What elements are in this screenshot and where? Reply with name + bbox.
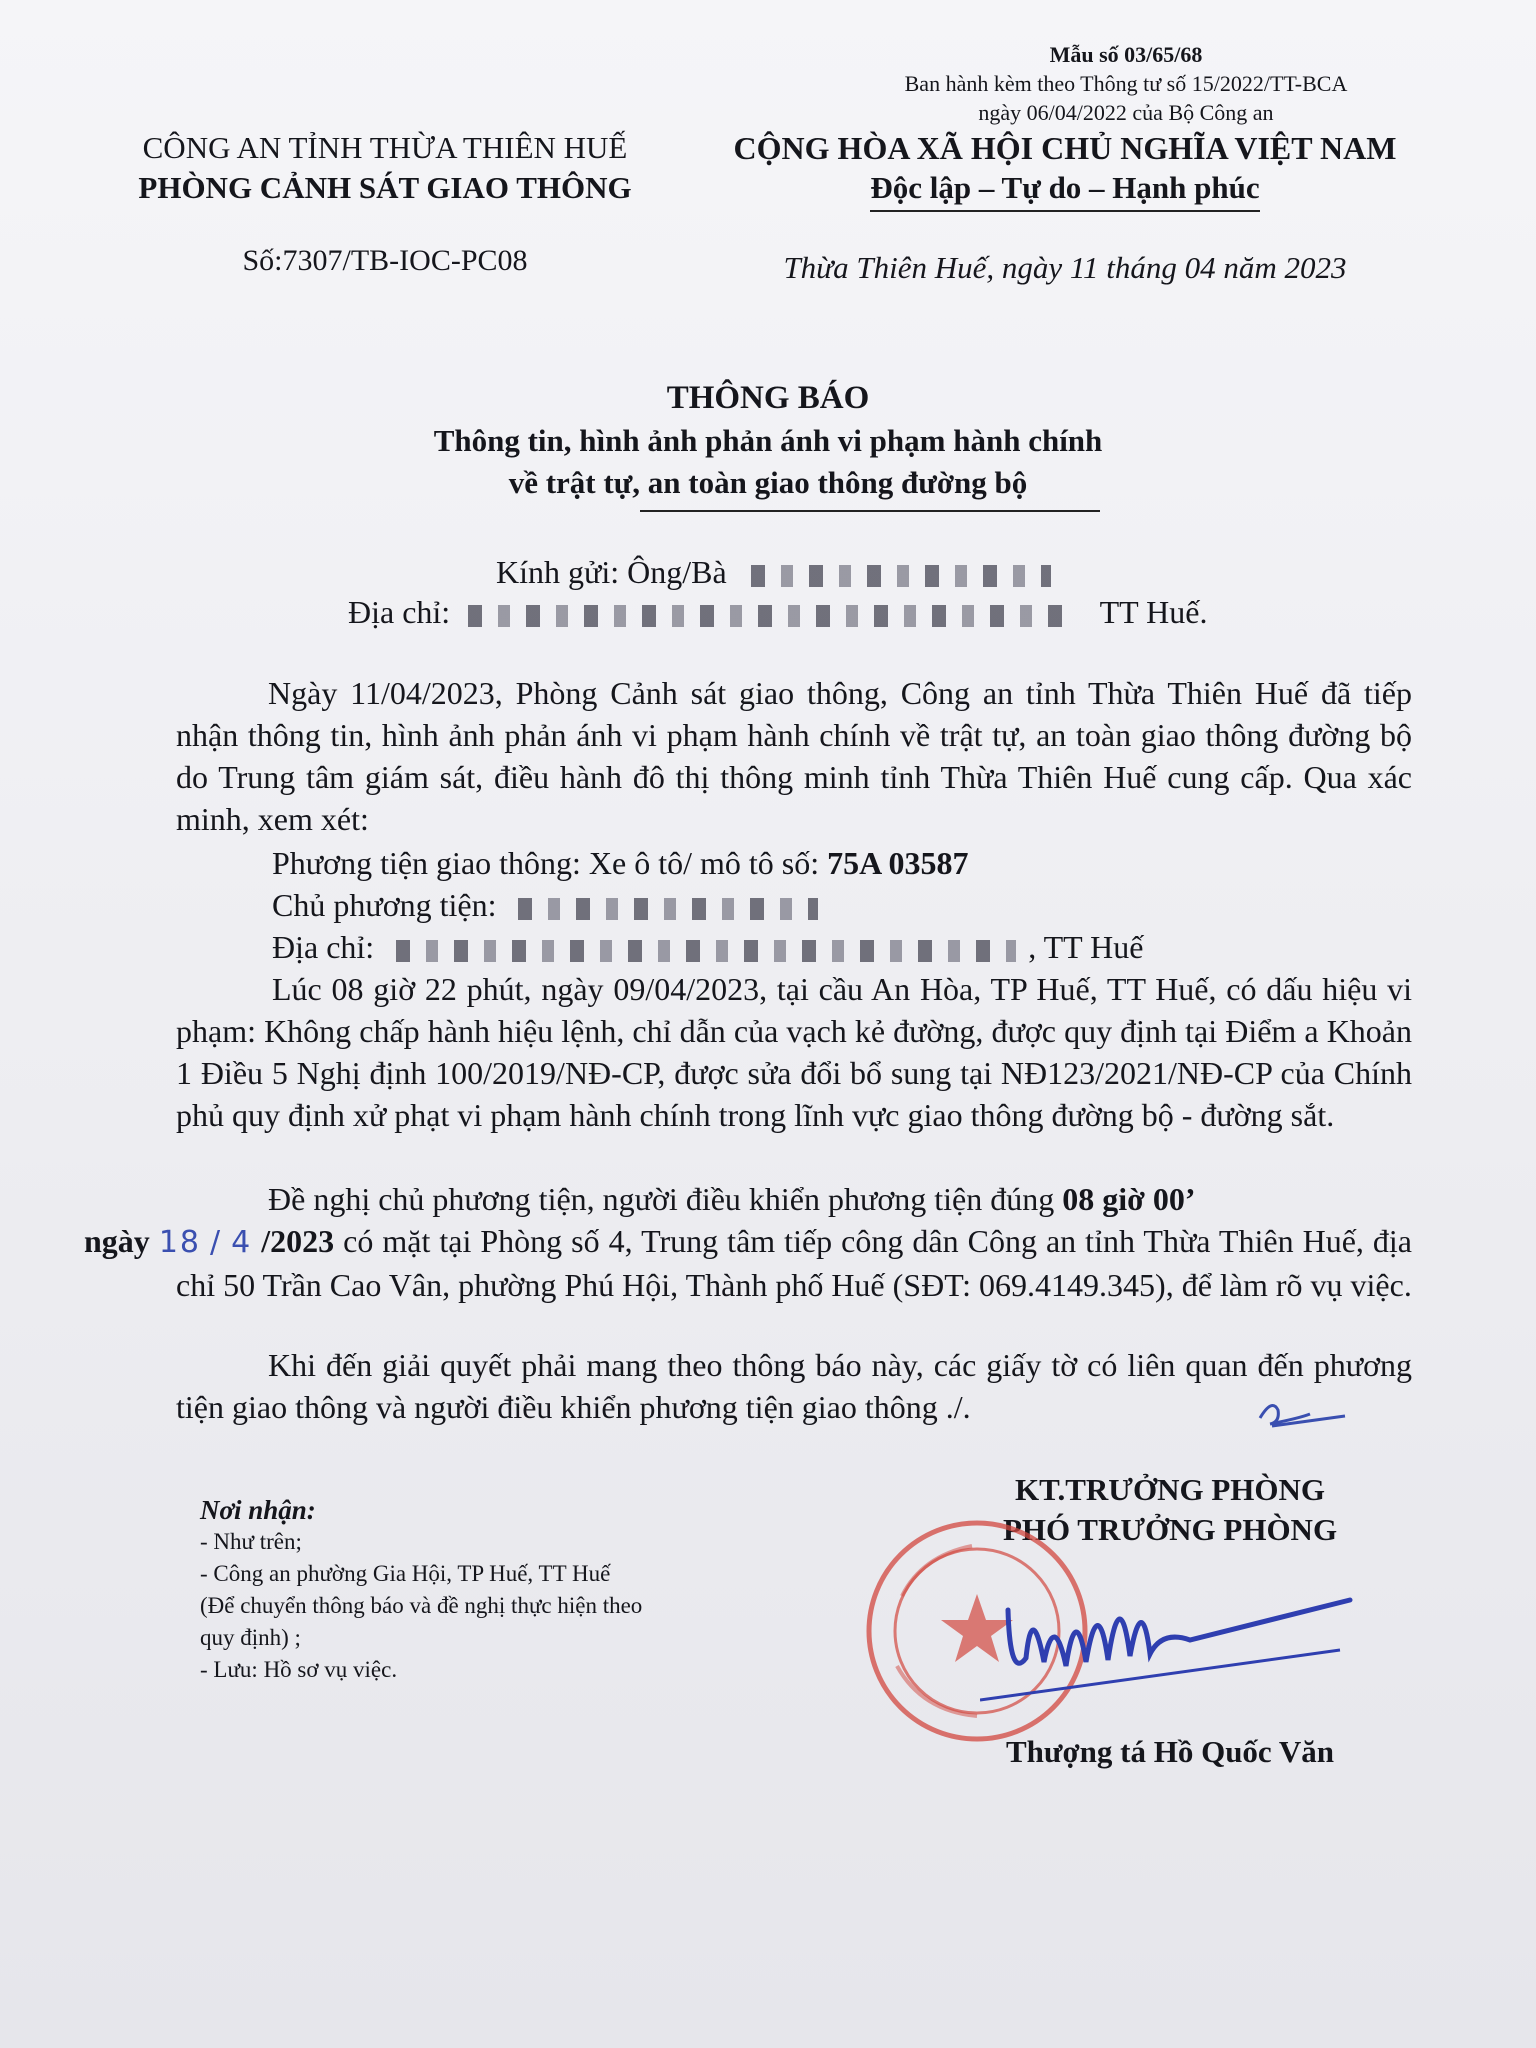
summons-day-handwritten: 18 <box>158 1225 201 1260</box>
owner-address-suffix: , TT Huế <box>1028 929 1144 965</box>
closing-paragraph: Khi đến giải quyết phải mang theo thông báo này, các giấy tờ có liên quan đến phương tiện giao thông và người điều khiển phương tiện giao thông ./. <box>176 1347 1412 1425</box>
summons-intro: Đề nghị chủ phương tiện, người điều khiển phương tiện đúng <box>268 1181 1055 1217</box>
form-issued-line2: ngày 06/04/2022 của Bộ Công an <box>978 100 1274 125</box>
address-label: Địa chỉ: <box>348 594 451 630</box>
document-title: THÔNG BÁO <box>666 380 870 416</box>
title-block <box>0 376 1536 504</box>
agency-name: PHÒNG CẢNH SÁT GIAO THÔNG <box>138 170 632 205</box>
owner-address-line <box>272 926 1143 968</box>
form-issued-line1: Ban hành kèm theo Thông tư số 15/2022/TT-BCA <box>904 71 1348 96</box>
national-header <box>700 128 1430 212</box>
vehicle-label: Phương tiện giao thông: Xe ô tô/ mô tô số: <box>272 845 820 881</box>
owner-line <box>272 884 818 926</box>
summons-slash-1: / <box>210 1225 223 1260</box>
recipient-label: Kính gửi: Ông/Bà <box>496 554 727 590</box>
form-reference <box>846 40 1406 127</box>
redacted-name <box>751 565 1051 587</box>
vehicle-plate: 75A 03587 <box>827 845 969 881</box>
vehicle-line <box>272 842 968 884</box>
handwritten-tick-mark <box>1250 1388 1350 1438</box>
owner-label: Chủ phương tiện: <box>272 887 497 923</box>
recipients-list <box>200 1494 800 1686</box>
document-number: Số:7307/TB-IOC-PC08 <box>242 244 528 277</box>
redacted-owner <box>518 898 818 920</box>
summons-time: 08 giờ 00’ <box>1062 1181 1196 1217</box>
recipients-item-1: - Như trên; <box>200 1529 302 1554</box>
redacted-owner-address <box>396 940 1016 962</box>
place-and-date: Thừa Thiên Huế, ngày 11 tháng 04 năm 2023 <box>783 250 1347 285</box>
document-subtitle-1: Thông tin, hình ảnh phản ánh vi phạm hành chính <box>433 423 1103 458</box>
form-number: Mẫu số 03/65/68 <box>1049 42 1203 67</box>
summons-month-handwritten: 4 <box>231 1225 253 1260</box>
summons-paragraph <box>84 1178 1413 1306</box>
recipients-item-5: - Lưu: Hồ sơ vụ việc. <box>200 1657 398 1682</box>
violation-paragraph: Lúc 08 giờ 22 phút, ngày 09/04/2023, tại cầu An Hòa, TP Huế, TT Huế, có dấu hiệu vi phạm: Không chấp hành hiệu lệnh, chỉ dẫn của vạch kẻ đường, được quy định tại Điểm a Khoản 1 Điều 5 Nghị định 100/2019/NĐ-CP, được sửa đổi bổ sung tại NĐ123/2021/NĐ-CP của Chính phủ quy định xử phạt vi phạm hành chính trong lĩnh vực giao thông đường bộ - đường sắt. <box>176 971 1412 1133</box>
owner-address-label: Địa chỉ: <box>272 929 375 965</box>
recipients-item-2: - Công an phường Gia Hội, TP Huế, TT Huế <box>200 1561 611 1586</box>
summons-location: có mặt tại Phòng số 4, Trung tâm tiếp công dân Công an tỉnh Thừa Thiên Huế, địa chỉ 50 Trần Cao Vân, phường Phú Hội, Thành phố Huế (SĐT: 069.4149.345), để làm rõ vụ việc. <box>176 1223 1413 1303</box>
national-motto: Độc lập – Tự do – Hạnh phúc <box>870 168 1259 212</box>
recipient-address-line <box>348 592 1207 632</box>
signer-name: Thượng tá Hồ Quốc Văn <box>1005 1734 1335 1769</box>
recipients-item-3: (Để chuyển thông báo và đề nghị thực hiện theo <box>200 1593 643 1618</box>
summons-day-label: ngày <box>84 1223 150 1259</box>
recipients-item-4: quy định) ; <box>200 1625 301 1650</box>
recipients-heading: Nơi nhận: <box>200 1495 316 1525</box>
parent-agency: CÔNG AN TỈNH THỪA THIÊN HUẾ <box>142 130 628 165</box>
issuing-organization <box>90 128 680 208</box>
handwritten-signature <box>980 1570 1360 1710</box>
address-suffix: TT Huế. <box>1099 594 1208 630</box>
redacted-address <box>468 605 1078 627</box>
signer-title-1: KT.TRƯỞNG PHÒNG <box>1015 1472 1325 1507</box>
recipient-line <box>496 552 1051 592</box>
signer-title-2: PHÓ TRƯỞNG PHÒNG <box>1002 1512 1338 1547</box>
body-paragraph-1: Ngày 11/04/2023, Phòng Cảnh sát giao thông, Công an tỉnh Thừa Thiên Huế đã tiếp nhận thông tin, hình ảnh phản ánh vi phạm hành chính về trật tự, an toàn giao thông đường bộ do Trung tâm giám sát, điều hành đô thị thông minh tỉnh Thừa Thiên Huế cung cấp. Qua xác minh, xem xét: <box>176 675 1412 837</box>
title-underline <box>640 510 1100 512</box>
document-subtitle-2: về trật tự, an toàn giao thông đường bộ <box>508 465 1028 500</box>
summons-year: /2023 <box>261 1223 335 1259</box>
country-name: CỘNG HÒA XÃ HỘI CHỦ NGHĨA VIỆT NAM <box>733 130 1397 166</box>
